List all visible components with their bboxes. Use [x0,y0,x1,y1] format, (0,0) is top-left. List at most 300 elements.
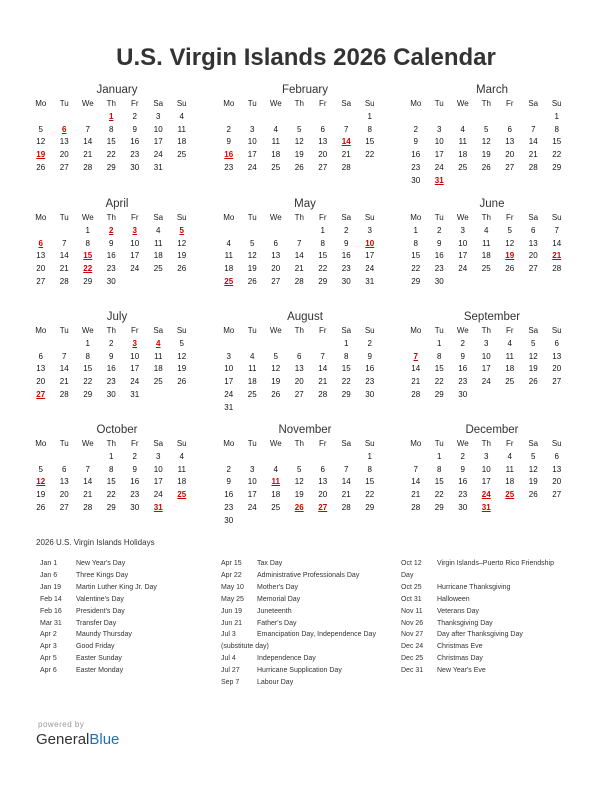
day: 17 [365,251,375,261]
weekday-header: Su [364,326,375,335]
holiday-name: Tax Day [257,560,283,567]
weekday-header: Sa [341,439,352,448]
day: 28 [59,276,69,286]
day: 23 [458,377,468,387]
day: 8 [109,124,114,134]
day: 8 [367,464,372,474]
day: 18 [458,150,468,160]
day: 30 [365,389,375,399]
day: 5 [507,225,512,235]
month-day-grid [217,325,385,415]
day: 22 [411,264,421,274]
day: 5 [531,451,536,461]
day: 28 [294,276,304,286]
day: 10 [130,351,140,361]
day: 17 [247,490,257,500]
holiday-date: Oct 31 [401,595,422,603]
day: 26 [177,264,187,274]
day: 5 [297,464,302,474]
day: 25 [177,150,187,160]
holiday-row [221,594,401,606]
day: 17 [458,251,468,261]
weekday-header: Sa [341,213,352,222]
day: 2 [226,124,231,134]
holiday-name: Easter Monday [76,667,124,675]
empty-day [29,451,53,464]
day: 4 [250,351,255,361]
day: 3 [250,124,255,134]
holiday-row [221,570,401,582]
month-name: January [96,84,138,96]
day: 4 [484,225,489,235]
empty-day [451,111,475,124]
weekday-header: Th [481,439,491,448]
day: 17 [153,477,163,487]
weekday-header: Tu [434,439,444,448]
day: 17 [481,477,491,487]
holiday-day: 21 [552,251,562,261]
holiday-day: 27 [36,389,46,399]
empty-day [311,338,335,351]
day: 4 [460,124,465,134]
holiday-name: Christmas Day [437,655,483,663]
holiday-day: 31 [434,175,444,185]
day: 8 [85,238,90,248]
weekday-header: Sa [528,213,539,222]
powered-by-label: powered by [38,720,85,729]
day: 18 [153,251,163,261]
day: 2 [226,464,231,474]
empty-day [241,338,265,351]
holiday-name: Father's Day [257,619,297,627]
day: 30 [106,276,116,286]
empty-day [288,111,312,124]
day: 7 [531,124,536,134]
holiday-day: 19 [505,251,515,261]
day: 3 [484,338,489,348]
weekday-header: Sa [341,99,352,108]
day: 11 [224,251,233,261]
day: 12 [36,137,46,147]
day: 28 [411,502,421,512]
day: 22 [106,490,116,500]
day: 4 [156,225,161,235]
day: 29 [411,276,421,286]
day: 17 [481,364,491,374]
day: 28 [552,264,562,274]
page-title: U.S. Virgin Islands 2026 Calendar [116,44,496,71]
weekday-header: Tu [434,213,444,222]
holiday-column [401,558,581,677]
day: 15 [411,251,421,261]
day: 12 [177,351,187,361]
day: 2 [460,338,465,348]
day: 2 [132,111,137,121]
holiday-row [221,629,401,641]
day: 9 [109,351,114,361]
day: 22 [434,490,444,500]
weekday-header: We [81,99,94,108]
day: 6 [320,464,325,474]
day: 12 [505,238,515,248]
weekday-header: Fr [130,439,139,448]
weekday-header: We [456,326,469,335]
holiday-date: Feb 16 [40,607,62,615]
weekday-header: Su [176,213,187,222]
empty-day [404,338,428,351]
day: 21 [341,490,351,500]
day: 19 [271,377,281,387]
weekday-header: Tu [59,213,69,222]
day: 6 [531,225,536,235]
day: 22 [365,490,375,500]
day: 10 [224,364,234,374]
day: 27 [505,162,515,172]
day: 14 [83,137,93,147]
weekday-header: Mo [223,326,235,335]
day: 5 [297,124,302,134]
day: 26 [294,162,304,172]
brand-logo[interactable] [36,731,119,748]
day: 9 [413,137,418,147]
empty-day [311,451,335,464]
day: 20 [59,490,69,500]
holiday-date: Apr 6 [40,667,57,675]
weekday-header: Sa [341,326,352,335]
holiday-name: New Year's Eve [437,667,486,675]
day: 30 [130,162,140,172]
day: 30 [411,175,421,185]
day: 26 [36,162,46,172]
day: 17 [153,137,163,147]
day: 30 [458,389,468,399]
holiday-name: Hurricane Supplication Day [257,667,342,675]
holiday-day: 11 [271,477,280,487]
day: 1 [344,338,349,348]
weekday-header: Th [294,99,304,108]
day: 22 [341,377,351,387]
day: 17 [130,364,140,374]
day: 3 [367,225,372,235]
day: 10 [481,351,491,361]
day: 14 [528,137,538,147]
day: 24 [247,162,257,172]
holiday-row [40,653,220,665]
day: 24 [481,377,491,387]
empty-day [29,111,53,124]
day: 23 [130,150,140,160]
weekday-header: Su [551,326,562,335]
weekday-header: Tu [247,99,257,108]
day: 27 [271,276,281,286]
weekday-header: Th [294,326,304,335]
day: 1 [413,225,418,235]
weekday-header: Mo [410,213,422,222]
holiday-day: 26 [294,502,304,512]
day: 14 [411,477,421,487]
holiday-date: Dec 24 [401,643,424,651]
empty-day [264,451,288,464]
day: 19 [528,477,538,487]
day: 27 [59,162,69,172]
day: 3 [460,225,465,235]
holiday-name: Thanksgiving Day [437,619,493,627]
day: 14 [411,364,421,374]
weekday-header: Mo [35,213,47,222]
day: 26 [36,502,46,512]
holiday-row [221,606,401,618]
weekday-header: Sa [528,99,539,108]
month-day-grid [29,325,197,402]
day: 20 [36,377,46,387]
day: 17 [434,150,444,160]
weekday-header: Su [176,326,187,335]
day: 9 [226,137,231,147]
empty-day [264,338,288,351]
day: 16 [434,251,444,261]
holiday-date: Apr 15 [221,560,242,567]
day: 2 [344,225,349,235]
day: 20 [36,264,46,274]
weekday-header: Tu [434,99,444,108]
day: 14 [294,251,304,261]
holiday-name: Labour Day [257,679,294,687]
holiday-date: Feb 14 [40,595,62,603]
weekday-header: Su [176,99,187,108]
day: 5 [250,238,255,248]
day: 23 [224,162,234,172]
day: 25 [458,162,468,172]
holiday-row [401,582,581,594]
weekday-header: We [269,213,282,222]
day: 29 [434,389,444,399]
month-october [37,422,197,515]
empty-day [53,111,77,124]
brand-general-text: General [36,731,90,748]
empty-day [335,451,359,464]
weekday-header: Mo [410,439,422,448]
day: 11 [458,137,467,147]
day: 23 [411,162,421,172]
day: 4 [507,338,512,348]
day: 11 [154,238,163,248]
day: 9 [437,238,442,248]
weekday-header: Sa [528,439,539,448]
day: 10 [458,238,468,248]
day: 31 [224,402,234,412]
day: 22 [83,377,93,387]
day: 12 [528,351,538,361]
weekday-header: We [269,326,282,335]
day: 19 [36,490,46,500]
day: 6 [62,464,67,474]
day: 9 [226,477,231,487]
weekday-header: Fr [318,99,327,108]
day: 26 [177,377,187,387]
day: 3 [156,111,161,121]
day: 5 [484,124,489,134]
day: 2 [367,338,372,348]
day: 16 [458,364,468,374]
day: 21 [83,490,93,500]
day: 5 [38,124,43,134]
month-day-grid [404,325,572,402]
day: 7 [62,238,67,248]
holiday-column [40,558,220,677]
weekday-header: Fr [505,213,514,222]
day: 18 [271,490,281,500]
holiday-row [221,653,401,665]
day: 16 [130,477,140,487]
day: 24 [434,162,444,172]
holiday-row [40,570,220,582]
holidays-heading: 2026 U.S. Virgin Islands Holidays [36,538,155,547]
weekday-header: Th [294,439,304,448]
day: 20 [294,377,304,387]
day: 24 [153,490,163,500]
day: 15 [434,477,444,487]
day: 18 [271,150,281,160]
day: 19 [247,264,257,274]
weekday-header: Sa [153,326,164,335]
month-name: February [281,84,329,96]
weekday-header: Mo [223,439,235,448]
day: 20 [528,251,538,261]
weekday-header: Mo [223,99,235,108]
day: 5 [531,338,536,348]
day: 26 [481,162,491,172]
holiday-day: 25 [505,490,515,500]
weekday-header: Fr [505,439,514,448]
day: 3 [226,351,231,361]
day: 2 [460,451,465,461]
day: 25 [481,264,491,274]
day: 1 [367,111,372,121]
empty-day [76,451,100,464]
day: 27 [59,502,69,512]
day: 13 [505,137,515,147]
day: 14 [83,477,93,487]
day: 26 [247,276,257,286]
empty-day [217,225,241,238]
empty-day [53,225,77,238]
day: 29 [106,162,116,172]
day: 7 [344,464,349,474]
empty-day [53,451,77,464]
day: 9 [367,351,372,361]
day: 21 [341,150,351,160]
holiday-name: Halloween [437,595,470,603]
weekday-header: Th [481,213,491,222]
day: 20 [59,150,69,160]
holiday-row [221,582,401,594]
holiday-row [40,629,220,641]
weekday-header: We [81,439,94,448]
weekday-header: Fr [130,326,139,335]
day: 22 [552,150,562,160]
empty-day [217,451,241,464]
day: 21 [411,377,421,387]
day: 20 [271,264,281,274]
day: 29 [83,389,93,399]
day: 13 [318,477,328,487]
month-name: November [278,424,332,436]
holiday-row [401,606,581,618]
weekday-header: Tu [247,439,257,448]
day: 12 [294,137,304,147]
day: 16 [106,251,116,261]
weekday-header: Fr [318,213,327,222]
day: 30 [341,276,351,286]
empty-day [264,111,288,124]
day: 15 [365,477,375,487]
day: 19 [177,251,187,261]
day: 28 [318,389,328,399]
day: 5 [179,338,184,348]
day: 30 [106,389,116,399]
holiday-date: Jan 19 [40,583,62,591]
day: 22 [106,150,116,160]
holiday-date: Jul 4 [221,655,236,663]
day: 24 [224,389,234,399]
weekday-header: Su [364,99,375,108]
day: 18 [505,364,515,374]
holiday-day: 2 [109,225,114,235]
day: 21 [318,377,328,387]
weekday-header: Su [176,439,187,448]
holiday-day: 1 [109,111,114,121]
day: 20 [552,477,562,487]
weekday-header: We [269,439,282,448]
day: 6 [320,124,325,134]
day: 8 [413,238,418,248]
day: 4 [273,464,278,474]
weekday-header: Th [106,439,116,448]
month-name: December [465,424,519,436]
day: 27 [552,490,562,500]
day: 8 [344,351,349,361]
day: 3 [437,124,442,134]
holiday-row [401,641,581,653]
holiday-name: Christmas Eve [437,643,483,651]
empty-day [217,111,241,124]
holiday-row [401,653,581,665]
weekday-header: Th [106,99,116,108]
day: 23 [106,264,116,274]
day: 16 [341,251,351,261]
day: 13 [552,351,562,361]
day: 18 [153,364,163,374]
holiday-day: 10 [365,238,375,248]
day: 26 [528,490,538,500]
holiday-date: Oct 12 [401,560,422,567]
day: 8 [320,238,325,248]
day: 7 [344,124,349,134]
weekday-header: Mo [35,326,47,335]
day: 28 [83,502,93,512]
day: 27 [294,389,304,399]
empty-day [288,225,312,238]
empty-day [29,338,53,351]
day: 29 [552,162,562,172]
day: 18 [481,251,491,261]
day: 15 [434,364,444,374]
holiday-date: Jul 27 [221,667,240,675]
holiday-row [40,606,220,618]
day: 21 [83,150,93,160]
day: 10 [153,464,163,474]
empty-day [241,111,265,124]
